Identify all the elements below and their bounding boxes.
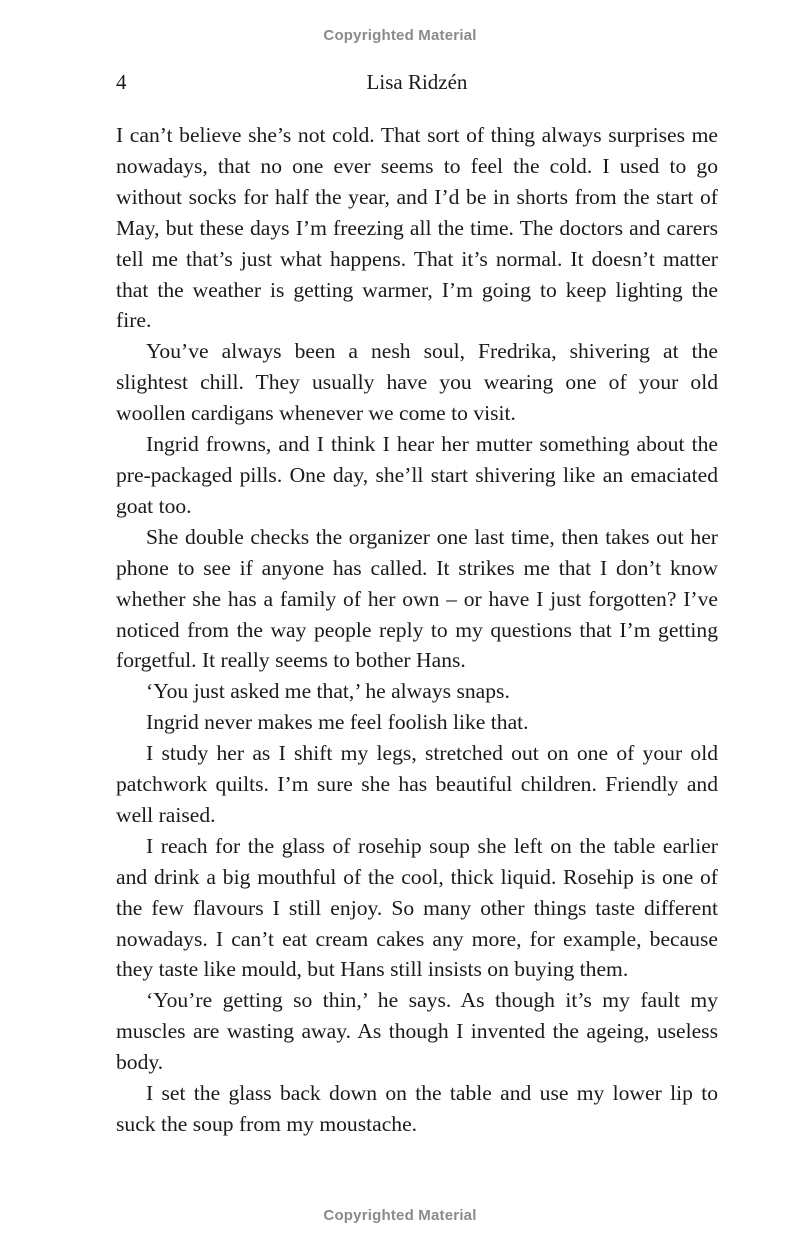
paragraph-2: You’ve always been a nesh soul, Fredrika, shivering at the slightest chill. They usually have you wearing one of your old woollen cardigans whenever we come to visit. bbox=[116, 339, 718, 426]
paragraph-4: She double checks the organizer one last time, then takes out her phone to see if anyone has called. It strikes me that I don’t know whether she has a family of her own – or have I just forgotten? I’ve noticed from the way people reply to my questions that I’m getting forgetful. It really seems to bother Hans. bbox=[116, 524, 718, 673]
paragraph-8: I reach for the glass of rosehip soup she left on the table earlier and drink a big mouthful of the cool, thick liquid. Rosehip is one of the few flavours I still enjoy. So many other things taste different nowadays. I can’t eat cream cakes any more, for example, because they taste like mould, but Hans still insists on buying them. bbox=[116, 833, 718, 982]
running-head bbox=[116, 70, 718, 98]
paragraph-5: ‘You just asked me that,’ he always snaps. bbox=[146, 679, 510, 704]
body-text bbox=[116, 120, 718, 1140]
author-name: Lisa Ridzén bbox=[366, 70, 468, 94]
paragraph-9: ‘You’re getting so thin,’ he says. As though it’s my fault my muscles are wasting away. As though I invented the ageing, useless body. bbox=[116, 988, 718, 1075]
paragraph-10: I set the glass back down on the table and use my lower lip to suck the soup from my moustache. bbox=[116, 1081, 718, 1136]
paragraph-1: I can’t believe she’s not cold. That sort of thing always surprises me nowadays, that no one ever seems to feel the cold. I used to go without socks for half the year, and I’d be in shorts from the start of May, but these days I’m freezing all the time. The doctors and carers tell me that’s just what happens. That it’s normal. It doesn’t matter that the weather is getting warmer, I’m going to keep lighting the fire. bbox=[116, 123, 718, 333]
paragraph-7: I study her as I shift my legs, stretched out on one of your old patchwork quilts. I’m sure she has beautiful children. Friendly and well raised. bbox=[116, 741, 718, 827]
paragraph-3: Ingrid frowns, and I think I hear her mutter something about the pre-packaged pills. One day, she’ll start shivering like an emaciated goat too. bbox=[116, 432, 718, 518]
page-number: 4 bbox=[116, 70, 127, 94]
paragraph-6: Ingrid never makes me feel foolish like that. bbox=[146, 710, 529, 735]
copyright-watermark-top: Copyrighted Material bbox=[323, 27, 477, 44]
copyright-watermark-bottom: Copyrighted Material bbox=[323, 1207, 477, 1224]
